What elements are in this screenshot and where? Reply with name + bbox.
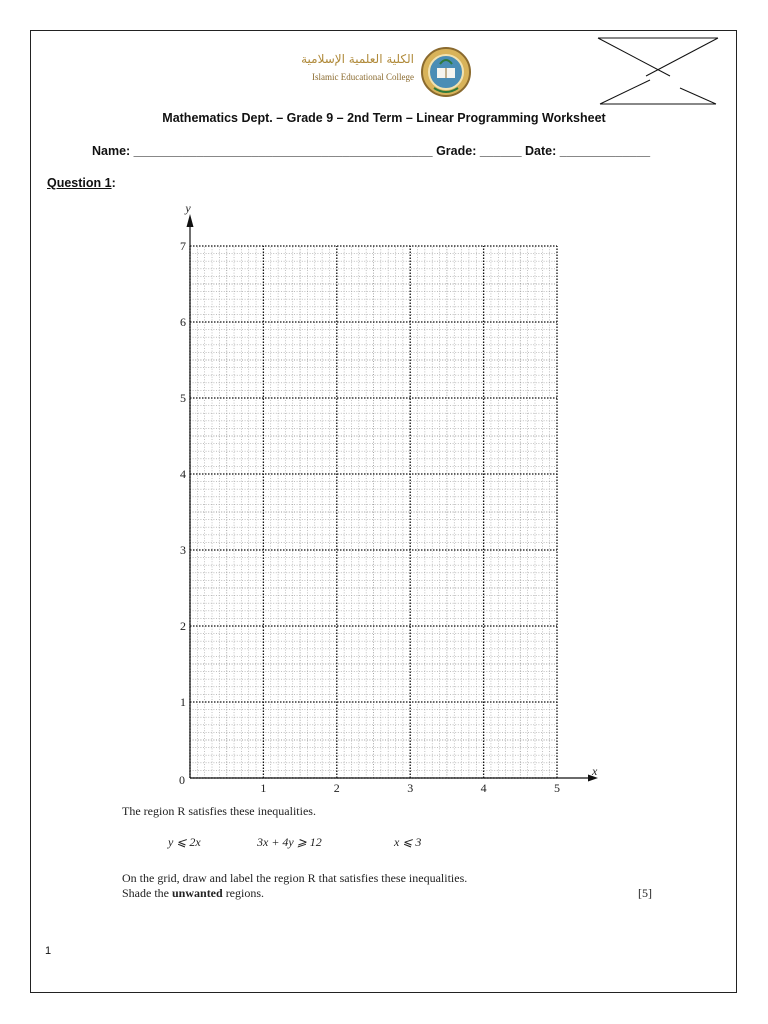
college-seal-icon — [420, 44, 472, 100]
inequality-3: x ⩽ 3 — [394, 835, 422, 849]
page-number: 1 — [45, 945, 52, 957]
x-axis-label: x — [592, 764, 598, 778]
logo-arabic-text: الكلية العلمية الإسلامية — [301, 52, 414, 66]
x-tick-label: 3 — [407, 781, 414, 795]
instruction-shade-bold: unwanted — [172, 886, 223, 900]
origin-label: 0 — [179, 773, 185, 787]
grid-minor-lines — [190, 246, 557, 778]
y-tick-label: 1 — [180, 695, 186, 709]
x-tick-label: 4 — [480, 781, 487, 795]
x-tick-label: 1 — [260, 781, 267, 795]
problem-intro — [122, 804, 316, 819]
y-tick-label: 3 — [180, 543, 186, 557]
question-heading — [47, 176, 116, 190]
x-tick-label: 5 — [554, 781, 560, 795]
college-logo — [296, 44, 474, 100]
instruction-shade-post: regions. — [222, 886, 265, 900]
y-tick-label: 4 — [180, 467, 186, 481]
name-grade-date-line: Name: ___________________________________________ Grade: ______ Date: _____________ — [92, 144, 651, 158]
tick-labels — [179, 201, 598, 795]
question-colon: : — [111, 176, 116, 190]
y-tick-label: 2 — [180, 619, 186, 633]
inequality-1: y ⩽ 2x — [168, 835, 201, 849]
y-axis-arrow-icon — [187, 214, 194, 227]
y-tick-label: 7 — [180, 239, 186, 253]
corner-cross-mark — [596, 34, 720, 106]
inequality-2: 3x + 4y ⩾ 12 — [257, 835, 322, 849]
y-tick-label: 5 — [180, 391, 186, 405]
logo-english-text: Islamic Educational College — [312, 72, 414, 82]
instruction-shade — [122, 886, 264, 901]
question-label: Question 1 — [47, 176, 112, 190]
marks-label: [5] — [638, 886, 652, 900]
y-tick-label: 6 — [180, 315, 186, 329]
coordinate-grid — [160, 200, 600, 800]
instruction-draw: On the grid, draw and label the region R that satisfies these inequalities. — [122, 871, 468, 885]
problem-intro-text: The region R satisfies these inequalities. — [122, 804, 316, 818]
worksheet-title: Mathematics Dept. – Grade 9 – 2nd Term – Linear Programming Worksheet — [162, 111, 606, 125]
x-tick-label: 2 — [333, 781, 340, 795]
y-axis-label: y — [185, 201, 191, 215]
instruction-shade-pre: Shade the — [122, 886, 172, 900]
